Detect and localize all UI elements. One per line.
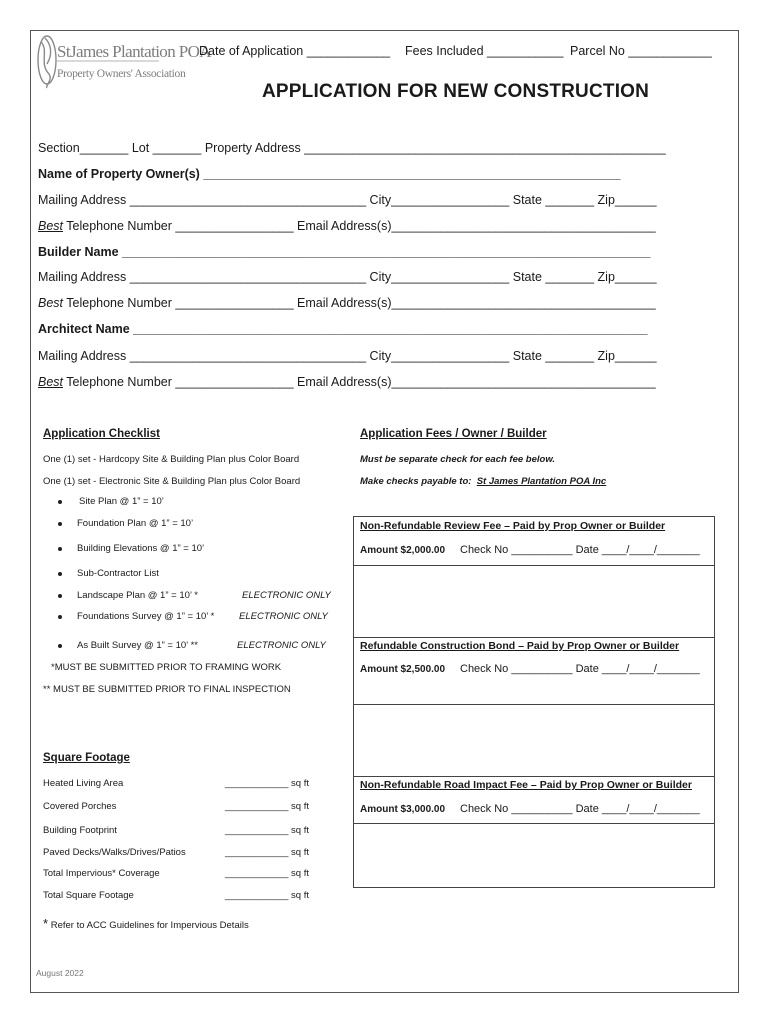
construction-bond-title: Refundable Construction Bond – Paid by Prop Owner or Builder (360, 640, 680, 652)
date-of-application-field[interactable]: Date of Application ____________ (199, 44, 391, 58)
sqft-unit: sq ft (291, 890, 309, 901)
sqft-blank: ____________ (225, 890, 289, 901)
separate-check-note: Must be separate check for each fee below. (360, 454, 555, 465)
owner-phone-email-line[interactable] (38, 219, 656, 233)
fees-heading: Application Fees / Owner / Builder (360, 428, 547, 440)
impervious-footnote (43, 916, 249, 931)
checklist-heading: Application Checklist (43, 428, 160, 440)
final-inspection-footnote: ** MUST BE SUBMITTED PRIOR TO FINAL INSPECTION (43, 684, 291, 695)
sqft-row-label: Heated Living Area (43, 778, 124, 789)
review-fee-title: Non-Refundable Review Fee – Paid by Prop Owner or Builder (360, 520, 666, 532)
road-impact-fee-check-date-field[interactable]: Check No __________ Date ____/____/_______ (460, 803, 700, 815)
sqft-unit: sq ft (291, 778, 309, 789)
payable-to-note (360, 476, 606, 487)
sqft-unit: sq ft (291, 825, 309, 836)
payee-name: St James Plantation POA Inc (476, 476, 607, 487)
checklist-electronic-line: One (1) set - Electronic Site & Building Plan plus Color Board (43, 476, 301, 487)
builder-mailing-line[interactable]: Mailing Address __________________________________ City_________________ State _______ Zip______ (38, 270, 657, 284)
best-label: Best (38, 219, 64, 233)
road-impact-fee-amount: Amount $3,000.00 (360, 804, 446, 815)
phone-email-text: Telephone Number _________________ Email Address(s)______________________________________ (63, 375, 656, 389)
electronic-only-note: ELECTRONIC ONLY (242, 590, 331, 601)
best-label: Best (38, 296, 64, 310)
phone-email-text: Telephone Number _________________ Email Address(s)______________________________________ (63, 219, 656, 233)
sqft-row-label: Building Footprint (43, 825, 117, 836)
sqft-unit: sq ft (291, 847, 309, 858)
sqft-blank: ____________ (225, 868, 289, 879)
owner-name-line[interactable]: Name of Property Owner(s) ____________________________________________________________ (38, 167, 621, 181)
builder-phone-email-line[interactable] (38, 296, 656, 310)
sqft-row-label: Total Square Footage (43, 890, 134, 901)
sqft-unit: sq ft (291, 801, 309, 812)
sqft-row-input[interactable] (225, 847, 309, 858)
electronic-only-note: ELECTRONIC ONLY (237, 640, 326, 651)
bullet-icon (58, 572, 62, 576)
checklist-item: Foundation Plan @ 1” = 10’ (77, 518, 194, 529)
owner-mailing-line[interactable]: Mailing Address __________________________________ City_________________ State _______ Zip______ (38, 193, 657, 207)
sqft-row-input[interactable] (225, 801, 309, 812)
footnote-text: Refer to ACC Guidelines for Impervious Details (50, 920, 249, 931)
phone-email-text: Telephone Number _________________ Email Address(s)______________________________________ (63, 296, 656, 310)
framing-footnote: *MUST BE SUBMITTED PRIOR TO FRAMING WORK (51, 662, 282, 673)
svg-text:Property Owners' Association: Property Owners' Association (57, 68, 186, 80)
architect-name-line[interactable]: Architect Name __________________________________________________________________________ (38, 322, 648, 336)
revision-date: August 2022 (36, 968, 84, 978)
fees-included-field[interactable]: Fees Included ___________ (405, 44, 564, 58)
construction-bond-amount: Amount $2,500.00 (360, 664, 446, 675)
sqft-row-label: Covered Porches (43, 801, 117, 812)
checklist-item: Site Plan @ 1” = 10’ (79, 496, 164, 507)
sqft-row-input[interactable] (225, 890, 309, 901)
sqft-row-input[interactable] (225, 868, 309, 879)
checklist-item: Building Elevations @ 1” = 10’ (77, 543, 205, 554)
review-fee-check-date-field[interactable]: Check No __________ Date ____/____/_______ (460, 544, 700, 556)
sqft-blank: ____________ (225, 778, 289, 789)
svg-text:StJames Plantation POA: StJames Plantation POA (57, 42, 211, 61)
stjames-logo (35, 30, 211, 96)
sqft-blank: ____________ (225, 801, 289, 812)
best-label: Best (38, 375, 64, 389)
checklist-hardcopy-line: One (1) set - Hardcopy Site & Building Plan plus Color Board (43, 454, 300, 465)
checklist-item: Sub-Contractor List (77, 568, 159, 579)
construction-bond-check-date-field[interactable]: Check No __________ Date ____/____/_______ (460, 663, 700, 675)
sqft-unit: sq ft (291, 868, 309, 879)
architect-mailing-line[interactable]: Mailing Address __________________________________ City_________________ State _______ Zip______ (38, 349, 657, 363)
payable-label: Make checks payable to: (360, 476, 472, 487)
section-lot-address-line[interactable]: Section_______ Lot _______ Property Address ____________________________________________________ (38, 141, 666, 155)
checklist-item: Landscape Plan @ 1” = 10’ * (77, 590, 198, 601)
sqft-row-input[interactable] (225, 778, 309, 789)
parcel-no-field[interactable]: Parcel No ____________ (570, 44, 712, 58)
bullet-icon (58, 500, 62, 504)
sqft-blank: ____________ (225, 825, 289, 836)
builder-name-line[interactable]: Builder Name ____________________________________________________________________________ (38, 245, 651, 259)
checklist-item: As Built Survey @ 1” = 10’ ** (77, 640, 198, 651)
sqft-row-label: Total Impervious* Coverage (43, 868, 160, 879)
sqft-row-input[interactable] (225, 825, 309, 836)
bullet-icon (58, 644, 62, 648)
bullet-icon (58, 594, 62, 598)
bullet-icon (58, 522, 62, 526)
footnote-star: * (43, 916, 49, 931)
sqft-row-label: Paved Decks/Walks/Drives/Patios (43, 847, 186, 858)
bullet-icon (58, 615, 62, 619)
page-title: APPLICATION FOR NEW CONSTRUCTION (262, 81, 650, 102)
architect-phone-email-line[interactable] (38, 375, 656, 389)
road-impact-fee-title: Non-Refundable Road Impact Fee – Paid by Prop Owner or Builder (360, 779, 692, 791)
square-footage-heading: Square Footage (43, 752, 130, 764)
electronic-only-note: ELECTRONIC ONLY (239, 611, 328, 622)
checklist-item: Foundations Survey @ 1” = 10’ * (77, 611, 215, 622)
review-fee-amount: Amount $2,000.00 (360, 545, 446, 556)
bullet-icon (58, 547, 62, 551)
sqft-blank: ____________ (225, 847, 289, 858)
